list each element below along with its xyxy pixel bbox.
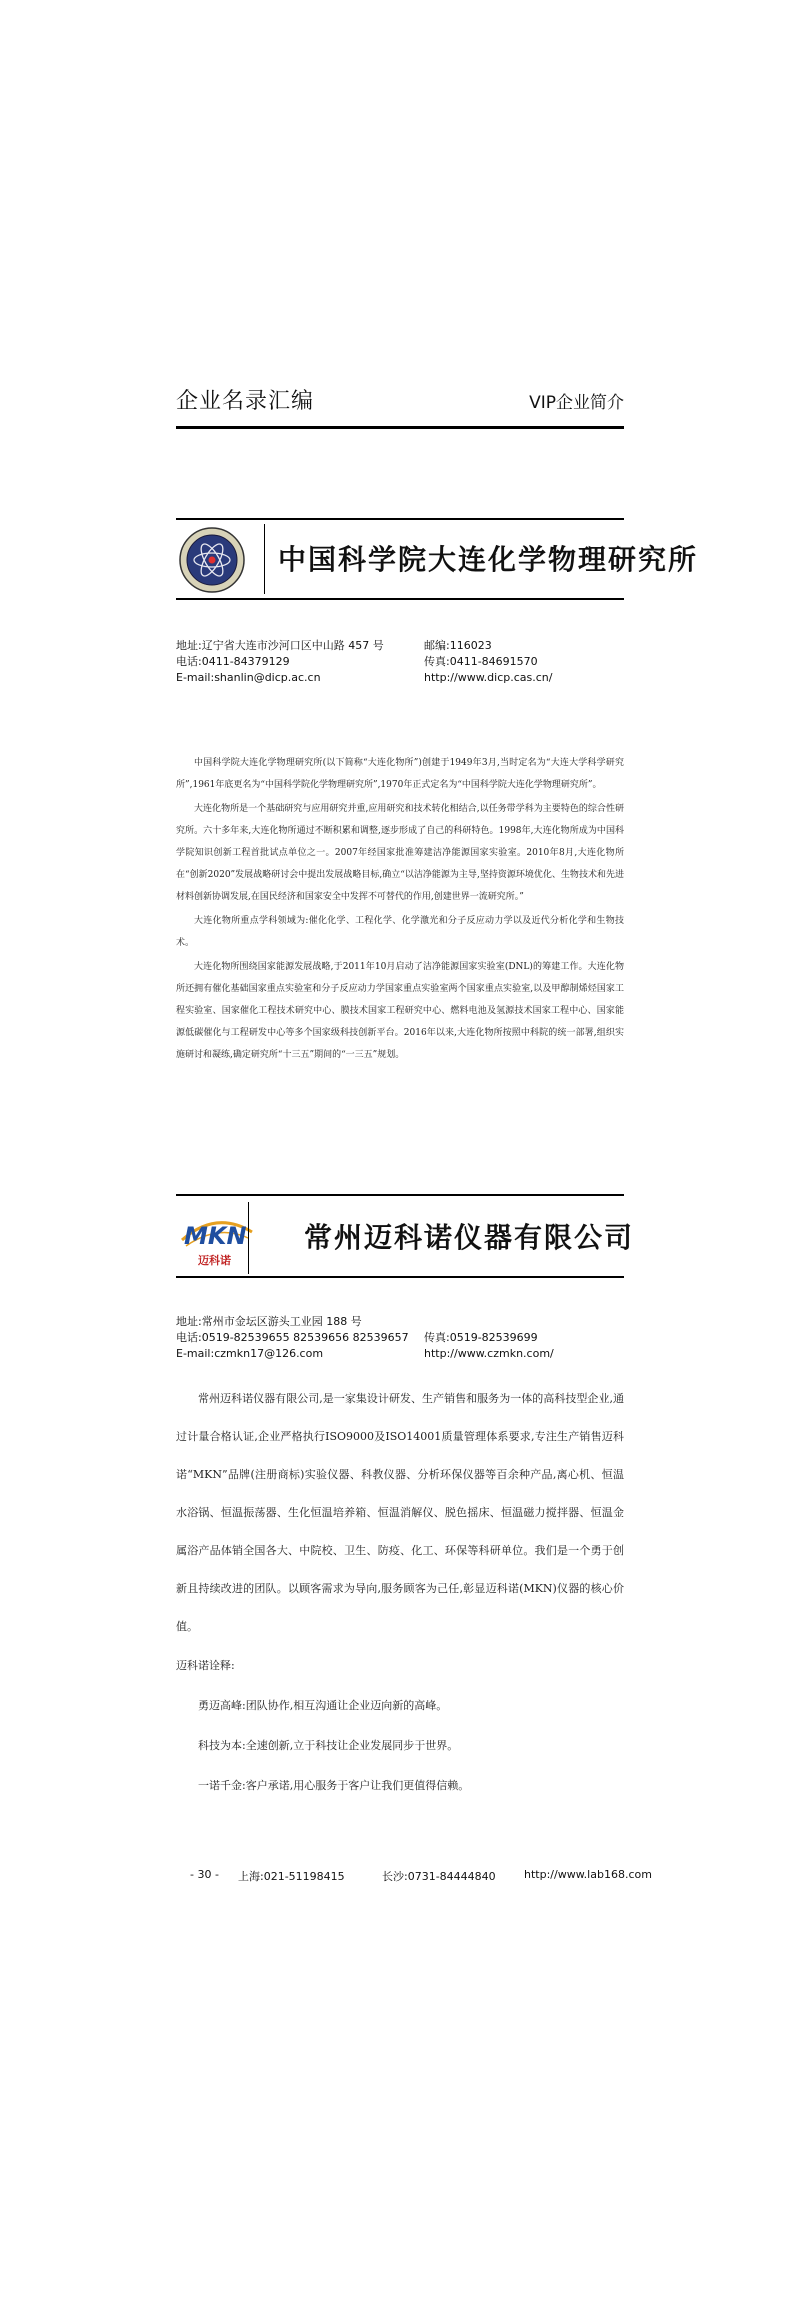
section1-fax: 传真:0411-84691570	[424, 655, 538, 668]
section1-logo	[176, 524, 261, 596]
section2-logo-subtext: 迈科诺	[198, 1254, 231, 1267]
section1-postcode: 邮编:116023	[424, 639, 492, 652]
section1-phone: 电话:0411-84379129	[176, 655, 290, 668]
footer-page-number: - 30 -	[190, 1868, 219, 1881]
page-footer	[176, 1868, 652, 1884]
section2-motto: 一诺千金:客户承诺,用心服务于客户让我们更值得信赖。	[198, 1779, 470, 1792]
section1-paragraph: 大连化物所是一个基础研究与应用研究并重,应用研究和技术转化相结合,以任务带学科为主要特色的综合性研究所。六十多年来,大连化物所通过不断积累和调整,逐步形成了自己的科研特色。1998年,大连化物所成为中国科学院知识创新工程首批试点单位之一。2007年经国家批准筹建洁净能源国家实验室。2010年8月,大连化物所在“创新2020”发展战略研讨会中提出发展战略目标,确立“以洁净能源为主导,坚持资源环境优化、生物技术和先进材料创新协调发展,在国民经济和国家安全中发挥不可替代的作用,创建世界一流研究所。”	[176, 804, 624, 902]
section2-motto: 勇迈高峰:团队协作,相互沟通让企业迈向新的高峰。	[198, 1699, 448, 1712]
section1-body	[176, 752, 624, 1066]
section2-phone: 电话:0519-82539655 82539656 82539657	[176, 1331, 409, 1344]
page-header	[176, 384, 624, 424]
section1-paragraph: 中国科学院大连化学物理研究所(以下简称“大连化物所”)创建于1949年3月,当时定名为“大连大学科学研究所”,1961年底更名为“中国科学院化学物理研究所”,1970年正式定名为“中国科学院大连化学物理研究所”。	[176, 758, 624, 790]
section1-address: 地址:辽宁省大连市沙河口区中山路 457 号	[176, 639, 384, 652]
section1-email[interactable]: E-mail:shanlin@dicp.ac.cn	[176, 671, 321, 684]
section2-address: 地址:常州市金坛区游头工业园 188 号	[176, 1315, 362, 1328]
section1-paragraph: 大连化物所围绕国家能源发展战略,于2011年10月启动了洁净能源国家实验室(DNL)的筹建工作。大连化物所还拥有催化基础国家重点实验室和分子反应动力学国家重点实验室两个国家重点实验室,以及甲醇制烯烃国家工程实验室、国家催化工程技术研究中心、膜技术国家工程研究中心、燃料电池及氢源技术国家工程中心、国家能源低碳催化与工程研发中心等多个国家级科技创新平台。2016年以来,大连化物所按照中科院的统一部署,组织实施研讨和凝练,确定研究所“十三五”期间的“一三五”规划。	[176, 962, 624, 1060]
footer-changsha-phone: 长沙:0731-84444840	[382, 1870, 496, 1883]
section2-intro: 常州迈科诺仪器有限公司,是一家集设计研发、生产销售和服务为一体的高科技型企业,通过计量合格认证,企业严格执行ISO9000及ISO14001质量管理体系要求,专注生产销售迈科诺“MKN”品牌(注册商标)实验仪器、科教仪器、分析环保仪器等百余种产品,离心机、恒温水浴锅、恒温振荡器、生化恒温培养箱、恒温消解仪、脱色摇床、恒温磁力搅拌器、恒温金属浴产品体销全国各大、中院校、卫生、防疫、化工、环保等科研单位。我们是一个勇于创新且持续改进的团队。以顾客需求为导向,服务顾客为己任,彰显迈科诺(MKN)仪器的核心价值。	[176, 1392, 624, 1633]
header-rule	[176, 426, 624, 429]
section2-banner	[176, 1194, 635, 1278]
section1-website[interactable]: http://www.dicp.cas.cn/	[424, 671, 553, 684]
section2-fax: 传真:0519-82539699	[424, 1331, 538, 1344]
section1-org-name: 中国科学院大连化学物理研究所	[278, 543, 699, 576]
section2-contact	[176, 1314, 624, 1362]
section2-website[interactable]: http://www.czmkn.com/	[424, 1347, 554, 1360]
section2-motto: 科技为本:全速创新,立于科技让企业发展同步于世界。	[198, 1739, 459, 1752]
section2-logo-text: MKN	[184, 1222, 247, 1250]
section1-banner	[176, 518, 699, 600]
section2-email[interactable]: E-mail:czmkn17@126.com	[176, 1347, 324, 1360]
header-right-title: VIP企业简介	[529, 393, 624, 413]
section1-contact	[176, 638, 624, 686]
section2-org-name: 常州迈科诺仪器有限公司	[304, 1221, 635, 1254]
header-left-title: 企业名录汇编	[176, 389, 315, 414]
footer-website[interactable]: http://www.lab168.com	[524, 1868, 652, 1881]
section1-paragraph: 大连化物所重点学科领域为:催化化学、工程化学、化学激光和分子反应动力学以及近代分析化学和生物技术。	[176, 916, 624, 948]
footer-shanghai-phone: 上海:021-51198415	[238, 1870, 345, 1883]
section2-body	[176, 1380, 624, 1806]
section2-motto-title: 迈科诺诠释:	[176, 1659, 235, 1672]
